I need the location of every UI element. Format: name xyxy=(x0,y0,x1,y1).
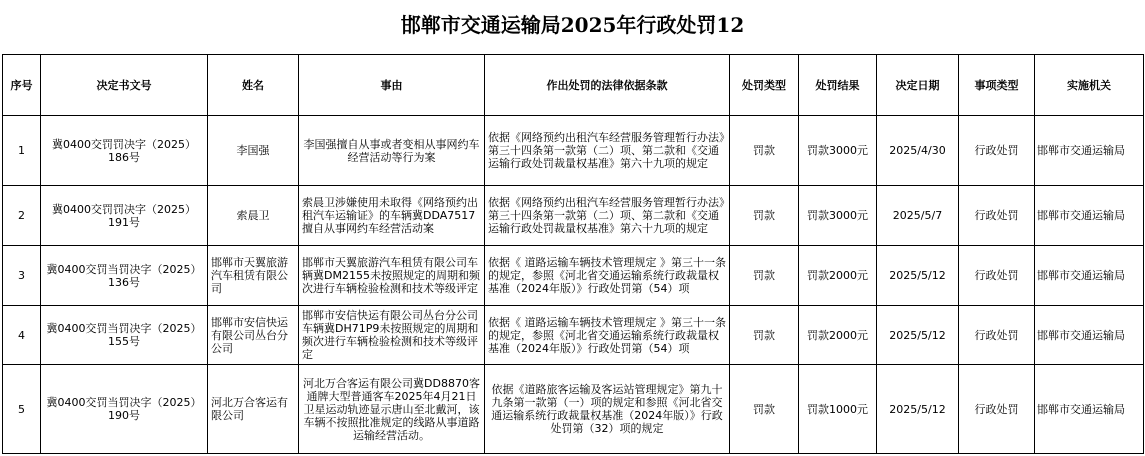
page-title: 邯郸市交通运输局2025年行政处罚12 xyxy=(400,13,745,37)
cell-penalty-result: 罚款3000元 xyxy=(799,116,877,186)
header-penalty-result: 处罚结果 xyxy=(799,55,877,116)
cell-decision-date: 2025/4/30 xyxy=(877,116,959,186)
header-no: 序号 xyxy=(3,55,41,116)
header-name: 姓名 xyxy=(208,55,299,116)
cell-reason: 邯郸市天翼旅游汽车租赁有限公司车辆冀DM2155未按照规定的周期和频次进行车辆检验检测和技术等级评定 xyxy=(299,246,485,306)
cell-penalty-type: 罚款 xyxy=(730,306,799,365)
cell-penalty-type: 罚款 xyxy=(730,365,799,454)
cell-legal-basis: 依据《道路旅客运输及客运站管理规定》第九十九条第一款第（一）项的规定和参照《河北省交通运输系统行政裁量权基准（2024年版）》行政处罚第（32）项的规定 xyxy=(485,365,730,454)
cell-doc-number: 冀0400交罚当罚决字（2025）190号 xyxy=(41,365,208,454)
cell-authority: 邯郸市交通运输局 xyxy=(1035,306,1144,365)
cell-decision-date: 2025/5/12 xyxy=(877,306,959,365)
header-penalty-type: 处罚类型 xyxy=(730,55,799,116)
cell-doc-number: 冀0400交罚当罚决字（2025）155号 xyxy=(41,306,208,365)
cell-decision-date: 2025/5/12 xyxy=(877,365,959,454)
cell-penalty-result: 罚款2000元 xyxy=(799,306,877,365)
cell-legal-basis: 依据《网络预约出租汽车经营服务管理暂行办法》第三十四条第一款第（二）项、第二款和《交通运输行政处罚裁量权基准》第六十九项的规定 xyxy=(485,116,730,186)
cell-legal-basis: 依据《网络预约出租汽车经营服务管理暂行办法》第三十四条第一款第（二）项、第二款和《交通运输行政处罚裁量权基准》第六十九项的规定 xyxy=(485,186,730,246)
cell-doc-number: 冀0400交罚当罚决字（2025）136号 xyxy=(41,246,208,306)
cell-reason: 邯郸市安信快运有限公司丛台分公司车辆冀DH71P9未按照规定的周期和频次进行车辆检验检测和技术等级评定 xyxy=(299,306,485,365)
cell-penalty-result: 罚款2000元 xyxy=(799,246,877,306)
cell-penalty-type: 罚款 xyxy=(730,246,799,306)
table-row xyxy=(3,246,1144,306)
cell-reason: 索晨卫涉嫌使用未取得《网络预约出租汽车运输证》的车辆冀DDA7517擅自从事网约车经营活动案 xyxy=(299,186,485,246)
cell-item-type: 行政处罚 xyxy=(959,186,1035,246)
cell-item-type: 行政处罚 xyxy=(959,365,1035,454)
cell-authority: 邯郸市交通运输局 xyxy=(1035,186,1144,246)
table-row xyxy=(3,365,1144,454)
cell-penalty-result: 罚款1000元 xyxy=(799,365,877,454)
cell-no: 5 xyxy=(3,365,41,454)
header-item-type: 事项类型 xyxy=(959,55,1035,116)
cell-name: 邯郸市安信快运有限公司丛台分公司 xyxy=(208,306,299,365)
table-row xyxy=(3,306,1144,365)
cell-name: 邯郸市天翼旅游汽车租赁有限公司 xyxy=(208,246,299,306)
cell-no: 3 xyxy=(3,246,41,306)
table-row xyxy=(3,186,1144,246)
cell-legal-basis: 依据《 道路运输车辆技术管理规定 》第三十一条的规定，参照《河北省交通运输系统行政裁量权基准（2024年版）》行政处罚第（54）项 xyxy=(485,246,730,306)
header-legal-basis: 作出处罚的法律依据条款 xyxy=(485,55,730,116)
cell-item-type: 行政处罚 xyxy=(959,306,1035,365)
cell-doc-number: 冀0400交罚罚决字（2025）186号 xyxy=(41,116,208,186)
penalty-table xyxy=(2,54,1144,454)
cell-decision-date: 2025/5/12 xyxy=(877,246,959,306)
cell-authority: 邯郸市交通运输局 xyxy=(1035,365,1144,454)
cell-authority: 邯郸市交通运输局 xyxy=(1035,116,1144,186)
table-header-row xyxy=(3,55,1144,116)
header-decision-date: 决定日期 xyxy=(877,55,959,116)
cell-penalty-result: 罚款3000元 xyxy=(799,186,877,246)
cell-no: 4 xyxy=(3,306,41,365)
cell-penalty-type: 罚款 xyxy=(730,116,799,186)
header-authority: 实施机关 xyxy=(1035,55,1144,116)
cell-reason: 河北万合客运有限公司冀DD8870客通牌大型普通客车2025年4月21日卫星运动轨迹显示唐山至北戴河，该车辆不按照批准规定的线路从事道路运输经营活动。 xyxy=(299,365,485,454)
cell-no: 2 xyxy=(3,186,41,246)
cell-doc-number: 冀0400交罚罚决字（2025）191号 xyxy=(41,186,208,246)
cell-decision-date: 2025/5/7 xyxy=(877,186,959,246)
cell-authority: 邯郸市交通运输局 xyxy=(1035,246,1144,306)
cell-penalty-type: 罚款 xyxy=(730,186,799,246)
cell-name: 李国强 xyxy=(208,116,299,186)
header-doc-number: 决定书文号 xyxy=(41,55,208,116)
cell-name: 索晨卫 xyxy=(208,186,299,246)
header-reason: 事由 xyxy=(299,55,485,116)
cell-no: 1 xyxy=(3,116,41,186)
cell-item-type: 行政处罚 xyxy=(959,116,1035,186)
cell-name: 河北万合客运有限公司 xyxy=(208,365,299,454)
cell-legal-basis: 依据《 道路运输车辆技术管理规定 》第三十一条的规定，参照《河北省交通运输系统行政裁量权基准（2024年版）》行政处罚第（54）项 xyxy=(485,306,730,365)
cell-reason: 李国强擅自从事或者变相从事网约车经营活动等行为案 xyxy=(299,116,485,186)
cell-item-type: 行政处罚 xyxy=(959,246,1035,306)
table-row xyxy=(3,116,1144,186)
